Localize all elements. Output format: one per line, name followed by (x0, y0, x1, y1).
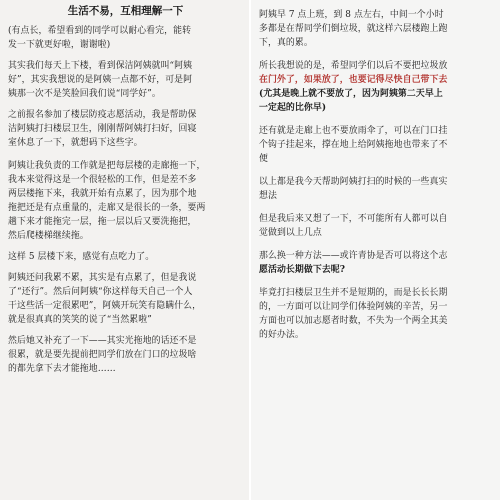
text-line: 觉做到以上几点 (259, 228, 322, 238)
paragraph (8, 159, 243, 243)
text-line: 趟下来才能拖完一层，拖一层以后又要洗拖把， (8, 217, 197, 227)
text-line-bold: (尤其是晚上就不要放了，因为阿姨第二天早上 (259, 89, 443, 99)
text-line: 方面也可以加志愿者时数，不失为一个两全其美 (259, 316, 448, 326)
text-line: 但是我后来又想了一下，不可能所有人都可以自 (259, 214, 448, 224)
paragraph (8, 24, 243, 52)
text-line: 好”，其实我想说的是阿姨一点都不好，可是阿 (8, 75, 193, 85)
text-line: 那么换一种方法——或许青协是否可以将这个志 (259, 251, 448, 261)
paragraph (8, 59, 243, 101)
text-line: 还有就是走廊上也不要放雨伞了，可以在门口挂 (259, 126, 448, 136)
text-line: 就是很真真的笑笑的说了“当然累啦” (8, 315, 152, 325)
text-line: 很累，就是要先提前把同学们放在门口的垃圾啥 (8, 350, 197, 360)
text-line: 我本来觉得这是一个很轻松的工作，但是差不多 (8, 175, 197, 185)
text-line: 之前报名参加了楼层防疫志愿活动，我是帮助保 (8, 110, 197, 120)
text-line: 然后爬楼梯继续拖。 (8, 231, 89, 241)
text-line: 阿姨还问我累不累，其实是有点累了，但是我说 (8, 273, 197, 283)
text-line: 想法 (259, 191, 277, 201)
text-line: 所长我想说的是，希望同学们以后不要把垃圾放 (259, 61, 448, 71)
text-line: 拖把还是有点重量的，走廊又是很长的一条，要两 (8, 203, 206, 213)
text-line: 的，一方面可以让同学们体验阿姨的辛苦，另一 (259, 302, 448, 312)
text-line: 干这些活一定很累吧”，阿姨开玩笑有隐瞒什么， (8, 301, 202, 311)
text-line: 毕竟打扫楼层卫生并不是短期的，而是长长长期 (259, 288, 448, 298)
text-line: 然后她又补充了一下——其实光拖地的话还不是 (8, 336, 197, 346)
text-line: 便 (259, 154, 268, 164)
paragraph (259, 175, 494, 203)
text-line: 发一下就更好啦，谢谢啦) (8, 40, 111, 50)
paragraph (259, 124, 494, 166)
text-line: 以上都是我今天帮助阿姨打扫的时候的一些真实 (259, 177, 448, 187)
paragraph (8, 271, 243, 327)
paragraph (259, 212, 494, 240)
text-line: 多都是在帮同学们倒垃圾，就这样六层楼跑上跑 (259, 24, 448, 34)
text-line: 其实我们每天上下楼，看到保洁阿姨就叫“阿姨 (8, 61, 193, 71)
text-line: 个钩子挂起来，撑在地上给阿姨拖地也带来了不 (259, 140, 448, 150)
text-line: 这样 5 层楼下来，感觉有点吃力了。 (8, 252, 155, 262)
right-column (251, 0, 500, 500)
text-line: 阿姨让我负责的工作就是把每层楼的走廊拖一下， (8, 161, 206, 171)
paragraph (8, 250, 243, 264)
article-title: 生活不易，互相理解一下 (67, 5, 184, 17)
text-line: 的都先拿下去才能拖地…… (8, 364, 116, 374)
paragraph (259, 286, 494, 342)
text-line: 了“还行”。然后问阿姨“你这样每天自己一个人 (8, 287, 193, 297)
text-line: 姨那一次不是笑脸回我们说“同学好”。 (8, 89, 161, 99)
text-line-highlight: 在门外了，如果放了，也要记得尽快自己带下去 (259, 75, 448, 85)
left-column (0, 0, 249, 500)
paragraph-emphasis (259, 249, 494, 277)
paragraph (259, 8, 494, 50)
text-line: 阿姨早 7 点上班，到 8 点左右，中间一个小时 (259, 10, 444, 20)
text-line: 室休息了一下，就想码下这些字。 (8, 138, 143, 148)
text-line: 洁阿姨打扫楼层卫生，刚刚帮阿姨打扫好，回寝 (8, 124, 197, 134)
text-line: 的好办法。 (259, 330, 304, 340)
paragraph (8, 108, 243, 150)
text-line: 两层楼拖下来，我就开始有点累了，因为那个地 (8, 189, 197, 199)
paragraph (8, 334, 243, 376)
text-line-bold: 愿活动长期做下去呢? (259, 265, 346, 275)
text-line: (有点长，希望看到的同学可以耐心看完，能转 (8, 26, 192, 36)
text-line: 下，真的累。 (259, 38, 313, 48)
text-line-bold: 一定起的比你早) (259, 103, 327, 113)
paragraph-emphasis (259, 59, 494, 115)
